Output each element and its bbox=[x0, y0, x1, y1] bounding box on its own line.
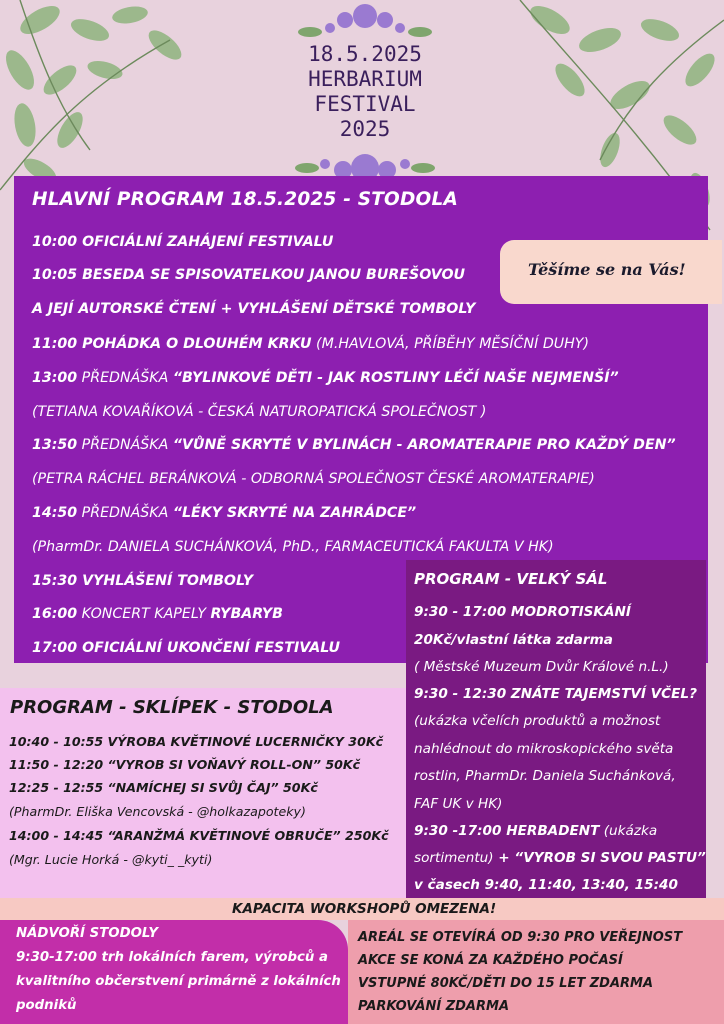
sal-line: ( Městské Muzeum Dvůr Králové n.L.) bbox=[414, 659, 669, 675]
sal-line: nahlédnout do mikroskopického světa bbox=[414, 741, 674, 757]
sklipek-line: 11:50 - 12:20 “VYROB SI VOŇAVÝ ROLL-ON” 50Kč bbox=[9, 757, 361, 772]
areal-line: PARKOVÁNÍ ZDARMA bbox=[358, 999, 510, 1014]
program-item: 11:00 POHÁDKA O DLOUHÉM KRKU (M.HAVLOVÁ, PŘÍBĚHY MĚSÍČNÍ DUHY) bbox=[32, 336, 590, 352]
program-item: 17:00 OFICIÁLNÍ UKONČENÍ FESTIVALU bbox=[32, 640, 341, 656]
nadvori-line: podniků bbox=[16, 998, 77, 1013]
velky-sal-heading: PROGRAM - VELKÝ SÁL bbox=[414, 570, 608, 588]
festival-name-line2: FESTIVAL bbox=[314, 92, 416, 116]
program-item: 13:00 PŘEDNÁŠKA “BYLINKOVÉ DĚTI - JAK ROSTLINY LÉČÍ NAŠE NEJMENŠÍ” bbox=[32, 370, 619, 386]
areal-line: AREÁL SE OTEVÍRÁ OD 9:30 PRO VEŘEJNOST bbox=[358, 930, 683, 945]
program-item-speaker: (PharmDr. DANIELA SUCHÁNKOVÁ, PhD., FARMACEUTICKÁ FAKULTA V HK) bbox=[32, 539, 554, 555]
nadvori-line: 9:30-17:00 trh lokálních farem, výrobců a bbox=[16, 950, 328, 965]
sal-line: FAF UK v HK) bbox=[414, 796, 503, 812]
program-item: 10:05 BESEDA SE SPISOVATELKOU JANOU BUREŠOVOU bbox=[32, 267, 466, 283]
areal-line: VSTUPNÉ 80KČ/DĚTI DO 15 LET ZDARMA bbox=[358, 976, 654, 991]
sal-line: 9:30 - 12:30 ZNÁTE TAJEMSTVÍ VČEL? bbox=[414, 686, 697, 702]
program-item-speaker: (PETRA RÁCHEL BERÁNKOVÁ - ODBORNÁ SPOLEČNOST ČESKÉ AROMATERAPIE) bbox=[32, 471, 595, 487]
leaves-decoration-top-left bbox=[0, 0, 230, 200]
program-item: A JEJÍ AUTORSKÉ ČTENÍ + VYHLÁŠENÍ DĚTSKÉ TOMBOLY bbox=[32, 301, 476, 317]
areal-line: AKCE SE KONÁ ZA KAŽDÉHO POČASÍ bbox=[358, 953, 623, 968]
sal-line: 20Kč/vlastní látka zdarma bbox=[414, 632, 613, 648]
sklipek-line: (PharmDr. Eliška Vencovská - @holkazapoteky) bbox=[9, 804, 306, 819]
sal-line: sortimentu) + “VYROB SI SVOU PASTU” bbox=[414, 850, 706, 866]
sal-line: rostlin, PharmDr. Daniela Suchánková, bbox=[414, 768, 676, 784]
program-item: 10:00 OFICIÁLNÍ ZAHÁJENÍ FESTIVALU bbox=[32, 234, 334, 250]
sklipek-heading: PROGRAM - SKLÍPEK - STODOLA bbox=[10, 697, 334, 718]
greeting-text: Těšíme se na Vás! bbox=[528, 260, 686, 279]
program-item: 15:30 VYHLÁŠENÍ TOMBOLY bbox=[32, 573, 254, 589]
program-item: 14:50 PŘEDNÁŠKA “LÉKY SKRYTÉ NA ZAHRÁDCE” bbox=[32, 505, 417, 521]
main-program-heading: HLAVNÍ PROGRAM 18.5.2025 - STODOLA bbox=[32, 189, 458, 210]
capacity-notice bbox=[0, 898, 724, 920]
greeting-bubble bbox=[500, 240, 722, 304]
nadvori-line: kvalitního občerstvení primárně z lokálních bbox=[16, 974, 341, 989]
sal-line: 9:30 - 17:00 MODROTISKÁNÍ bbox=[414, 604, 631, 620]
festival-name-line1: HERBARIUM bbox=[308, 67, 422, 91]
sklipek-line: 10:40 - 10:55 VÝROBA KVĚTINOVÉ LUCERNIČKY 30Kč bbox=[9, 734, 384, 749]
sklipek-line: 14:00 - 14:45 “ARANŽMÁ KVĚTINOVÉ OBRUČE” 250Kč bbox=[9, 828, 389, 843]
capacity-text: KAPACITA WORKSHOPŮ OMEZENA! bbox=[232, 901, 497, 917]
sal-line: v časech 9:40, 11:40, 13:40, 15:40 bbox=[414, 877, 678, 893]
sal-line: (ukázka včelích produktů a možnost bbox=[414, 713, 661, 729]
nadvori-heading: NÁDVOŘÍ STODOLY bbox=[16, 926, 158, 941]
sklipek-line: 12:25 - 12:55 “NAMÍCHEJ SI SVŮJ ČAJ” 50Kč bbox=[9, 780, 318, 795]
program-item: 13:50 PŘEDNÁŠKA “VŮNĚ SKRYTÉ V BYLINÁCH - AROMATERAPIE PRO KAŽDÝ DEN” bbox=[32, 437, 676, 453]
festival-date: 18.5.2025 bbox=[308, 42, 422, 66]
sal-line: 9:30 -17:00 HERBADENT (ukázka bbox=[414, 823, 658, 839]
program-item-speaker: (TETIANA KOVAŘÍKOVÁ - ČESKÁ NATUROPATICKÁ SPOLEČNOST ) bbox=[32, 404, 487, 420]
sklipek-line: (Mgr. Lucie Horká - @kyti_ _kyti) bbox=[9, 852, 213, 867]
program-item: 16:00 KONCERT KAPELY RYBARYB bbox=[32, 606, 283, 622]
festival-year: 2025 bbox=[339, 117, 391, 141]
